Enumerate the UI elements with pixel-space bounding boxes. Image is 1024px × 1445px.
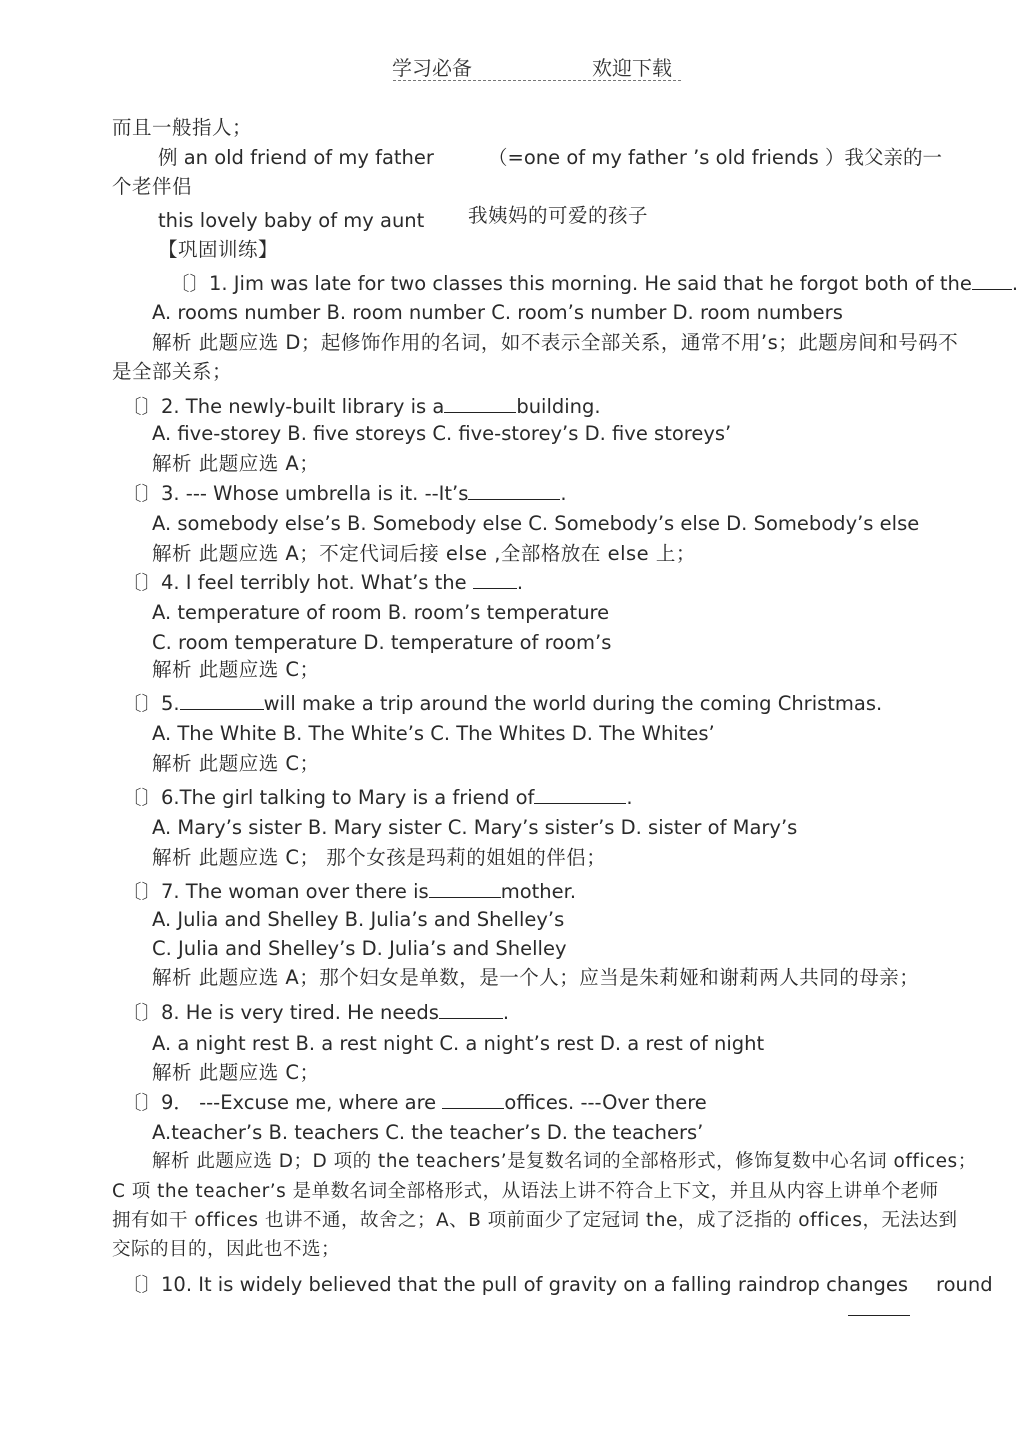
question-text: 〔〕9． ---Excuse me, where are xyxy=(122,1091,437,1114)
question-explanation: 交际的目的，因此也不选； xyxy=(112,1239,341,1260)
example-gloss: （=one of my father ’s old friends ）我父亲的一 xyxy=(488,146,942,169)
answer-blank xyxy=(439,1000,503,1019)
question-3 xyxy=(122,481,567,507)
question-options: A. five-storey B. five storeys C. five-storey’s D. five storeys’ xyxy=(152,422,732,445)
example-english: 例 an old friend of my father xyxy=(158,146,434,169)
question-9 xyxy=(122,1090,707,1116)
question-8 xyxy=(122,1000,509,1026)
question-text: . xyxy=(560,482,567,505)
question-options: A. The White B. The White’s C. The Whites D. The Whites’ xyxy=(152,722,715,745)
question-text: round xyxy=(936,1273,993,1296)
question-explanation: 解析 此题应选 A； xyxy=(152,452,320,475)
question-text: 〔〕8. He is very tired. He needs xyxy=(122,1001,439,1024)
question-options: A. a night rest B. a rest night C. a night’s rest D. a rest of night xyxy=(152,1032,765,1055)
question-explanation: 是全部关系； xyxy=(112,360,233,383)
question-5 xyxy=(122,691,882,717)
question-text: . xyxy=(626,786,633,809)
question-explanation: 解析 此题应选 C； xyxy=(152,1061,320,1084)
header-right-text: 欢迎下载 xyxy=(592,56,672,80)
answer-blank xyxy=(473,570,517,589)
question-explanation: 拥有如干 offices 也讲不通，故舍之；A、B 项前面少了定冠词 the，成了泛指的 offices，无法达到 xyxy=(112,1210,958,1231)
question-text: 〔〕7. The woman over there is xyxy=(122,880,429,903)
answer-blank xyxy=(444,394,516,413)
text-line: 而且一般指人； xyxy=(112,116,253,139)
question-explanation: 解析 此题应选 C； xyxy=(152,658,320,681)
answer-blank xyxy=(468,481,560,500)
example-gloss: 我姨妈的可爱的孩子 xyxy=(468,204,649,227)
answer-blank xyxy=(534,785,626,804)
question-explanation: 解析 此题应选 A；不定代词后接 else ,全部格放在 else 上； xyxy=(152,542,696,565)
text-line: 个老伴侣 xyxy=(112,175,193,198)
answer-blank xyxy=(972,271,1012,290)
question-options: C. room temperature D. temperature of room’s xyxy=(152,631,612,654)
question-text: 〔〕3. --- Whose umbrella is it. --It’s xyxy=(122,482,469,505)
question-text: 〔〕5. xyxy=(122,692,180,715)
question-options: A. temperature of room B. room’s temperature xyxy=(152,601,610,624)
question-options: C. Julia and Shelley’s D. Julia’s and Shelley xyxy=(152,937,567,960)
question-text: 〔〕6.The girl talking to Mary is a friend of xyxy=(122,786,535,809)
question-text: . xyxy=(502,1001,510,1024)
question-text: mother. xyxy=(500,880,577,903)
question-explanation: 解析 此题应选 C； 那个女孩是玛莉的姐姐的伴侣； xyxy=(152,846,607,869)
answer-blank xyxy=(429,879,501,898)
question-10: 〔〕10. It is widely believed that the pull of gravity on a falling raindrop changes xyxy=(122,1273,909,1296)
question-explanation: 解析 此题应选 D；D 项的 the teachers’是复数名词的全部格形式，修饰复数中心名词 offices； xyxy=(152,1151,977,1172)
header-left-text: 学习必备 xyxy=(392,56,472,80)
question-text: will make a trip around the world during the coming Christmas. xyxy=(263,692,883,715)
question-options: A. somebody else’s B. Somebody else C. Somebody’s else D. Somebody’s else xyxy=(152,512,920,535)
question-explanation: 解析 此题应选 C； xyxy=(152,752,320,775)
answer-blank xyxy=(442,1090,504,1109)
question-text: 〔〕4. I feel terribly hot. What’s the xyxy=(122,571,467,594)
question-options: A. Mary’s sister B. Mary sister C. Mary’s sister’s D. sister of Mary’s xyxy=(152,816,798,839)
question-explanation: C 项 the teacher’s 是单数名词全部格形式，从语法上讲不符合上下文，并且从内容上讲单个老师 xyxy=(112,1181,939,1202)
question-text: 〔〕2. The newly-built library is a xyxy=(122,395,445,418)
question-2 xyxy=(122,394,601,420)
answer-blank xyxy=(180,691,264,710)
header-divider xyxy=(393,80,681,81)
question-text: . xyxy=(516,571,524,594)
question-explanation: 解析 此题应选 A；那个妇女是单数，是一个人；应当是朱莉娅和谢莉两人共同的母亲； xyxy=(152,966,920,989)
question-options: A. rooms number B. room number C. room’s number D. room numbers xyxy=(152,301,843,324)
example-english: this lovely baby of my aunt xyxy=(158,209,425,232)
question-text: 〔〕1. Jim was late for two classes this morning. He said that he forgot both of the xyxy=(170,272,972,295)
question-explanation: 解析 此题应选 D；起修饰作用的名词，如不表示全部关系，通常不用’s；此题房间和号码不 xyxy=(152,331,959,354)
question-6 xyxy=(122,785,633,811)
answer-blank xyxy=(848,1315,910,1316)
question-text: building. xyxy=(516,395,601,418)
question-4 xyxy=(122,570,523,596)
question-1: 〔〕1. Jim was late for two classes this morning. He said that he forgot both of the . xyxy=(170,272,1019,295)
question-options: A.teacher’s B. teachers C. the teacher’s D. the teachers’ xyxy=(152,1121,704,1144)
question-7 xyxy=(122,879,576,905)
section-heading: 【巩固训练】 xyxy=(158,238,279,261)
question-options: A. Julia and Shelley B. Julia’s and Shelley’s xyxy=(152,908,565,931)
question-text: offices. ---Over there xyxy=(504,1091,707,1114)
